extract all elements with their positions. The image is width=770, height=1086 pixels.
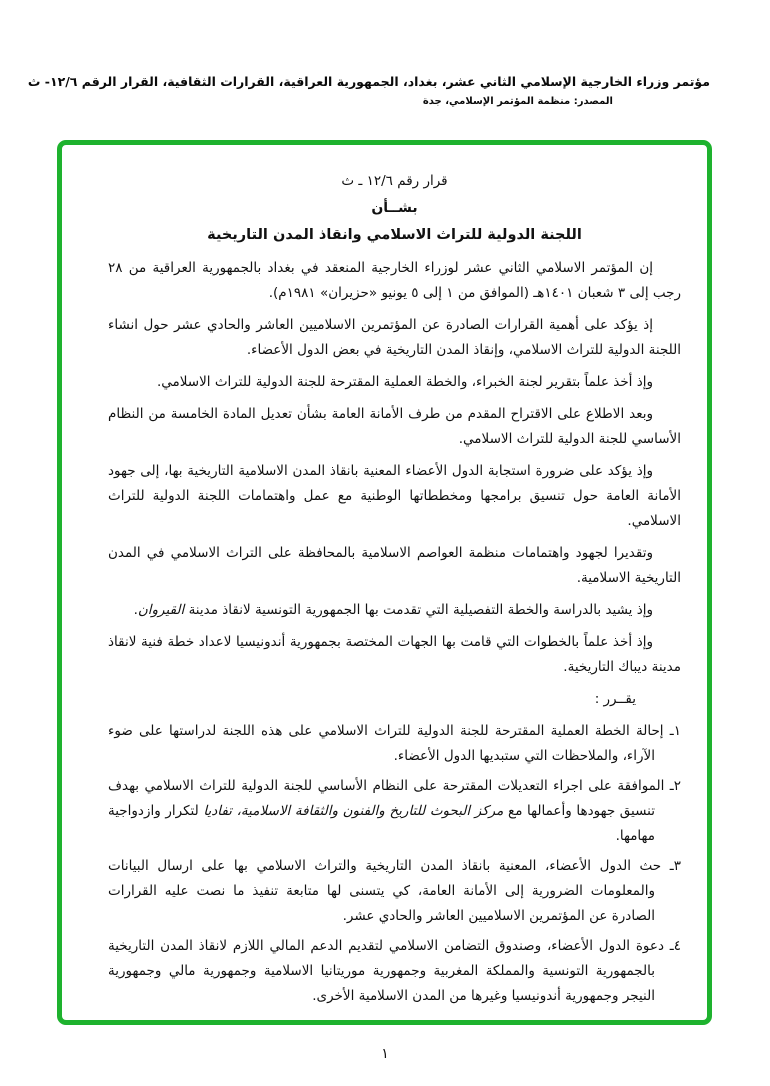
preamble-paragraph-1: إن المؤتمر الاسلامي الثاني عشر لوزراء الخارجية المنعقد في بغداد بالجمهورية العراقية من ٢٨ رجب إلى ٣ شعبان ١٤٠١هـ (الموافق من ١ إلى ٥ يونيو «حزيران» ١٩٨١م). [108, 260, 681, 301]
preamble-paragraph-6: وتقديرا لجهود واهتمامات منظمة العواصم الاسلامية بالمحافظة على التراث الاسلامي في المدن التاريخية الاسلامية. [108, 545, 681, 586]
resolution-body [62, 145, 707, 1020]
resolution-title: اللجنة الدولية للتراث الاسلامي وانقاذ المدن التاريخية [207, 227, 582, 243]
preamble-paragraph-4: وبعد الاطلاع على الاقتراح المقدم من طرف الأمانة العامة بشأن تعديل المادة الخامسة من النظام الأساسي للجنة الدولية للتراث الاسلامي. [108, 406, 681, 447]
green-border-frame [57, 140, 712, 1025]
decision-item-2 [108, 774, 681, 849]
header-citation: مؤتمر وزراء الخارجية الإسلامي الثاني عشر، بغداد، الجمهورية العراقية، القرارات الثقافية، القرار الرقم ١٢/٦- ث [27, 74, 710, 89]
preamble-paragraph-8: وإذ أخذ علماً بالخطوات التي قامت بها الجهات المختصة بجمهورية أندونيسيا لاعداد خطة فنية لانقاذ مدينة ديباك التاريخية. [108, 634, 681, 675]
preamble-paragraph-7 [108, 598, 681, 623]
resolution-regarding: بشــأن [371, 200, 418, 216]
paragraph-text: وإذ يشيد بالدراسة والخطة التفصيلية التي تقدمت بها الجمهورية التونسية لانقاذ مدينة [188, 602, 653, 618]
title-block [108, 169, 681, 248]
page-number: ١ [381, 1046, 389, 1062]
emphasized-org-name: مركز البحوث للتاريخ والفنون والثقافة الاسلامية، تفاديا [203, 803, 504, 819]
resolution-number: قرار رقم ١٢/٦ ـ ث [341, 173, 448, 189]
decision-item-4: ٤ـ دعوة الدول الأعضاء، وصندوق التضامن الاسلامي لتقديم الدعم المالي اللازم لانقاذ المدن التاريخية بالجمهورية التونسية والمملكة المغربية وجمهورية موريتانيا الاسلامية وجمهورية مالي وجمهورية النيجر وجمهورية أندونيسيا وغيرها من المدن الاسلامية الأخرى. [108, 938, 681, 1004]
item-text: لتكرار وازدواجية مهامها. [108, 803, 655, 844]
header-source: المصدر: منظمة المؤتمر الإسلامي، جدة [422, 96, 613, 107]
document-header [27, 74, 710, 107]
decision-item-3: ٣ـ حث الدول الأعضاء، المعنية بانقاذ المدن التاريخية والتراث الاسلامي بها على ارسال البيانات والمعلومات الضرورية إلى الأمانة العامة، كي يتسنى لها متابعة تنفيذ ما نصت عليه القرارات الصادرة عن المؤتمرين الاسلاميين العاشر والحادي عشر. [108, 858, 681, 924]
decision-item-1: ١ـ إحالة الخطة العملية المقترحة للجنة الدولية للتراث الاسلامي على هذه اللجنة لدراستها على ضوء الآراء، والملاحظات التي ستبديها الدول الأعضاء. [108, 723, 681, 764]
preamble-paragraph-3: وإذ أخذ علماً بتقرير لجنة الخبراء، والخطة العملية المقترحة للجنة الدولية للتراث الاسلامي. [156, 374, 653, 390]
preamble-paragraph-5: وإذ يؤكد على ضرورة استجابة الدول الأعضاء المعنية بانقاذ المدن الاسلامية التاريخية بها، إلى جهود الأمانة العامة حول تنسيق برامجها ومخططاتها الوطنية مع عمل واهتمامات اللجنة الدولية للتراث الاسلامي. [108, 463, 681, 529]
item-text: ٢ـ الموافقة على اجراء التعديلات المقترحة على النظام الأساسي للجنة الدولية للتراث الاسلامي بهدف تنسيق جهودها وأعمالها مع [108, 778, 681, 819]
decision-label: يقــرر : [594, 691, 636, 707]
emphasized-city-name: القيروان [137, 602, 185, 618]
preamble-paragraph-2: إذ يؤكد على أهمية القرارات الصادرة عن المؤتمرين الاسلاميين العاشر والحادي عشر حول انشاء اللجنة الدولية للتراث الاسلامي، وإنقاذ المدن التاريخية في بعض الدول الأعضاء. [108, 317, 681, 358]
paragraph-text: . [133, 602, 138, 618]
